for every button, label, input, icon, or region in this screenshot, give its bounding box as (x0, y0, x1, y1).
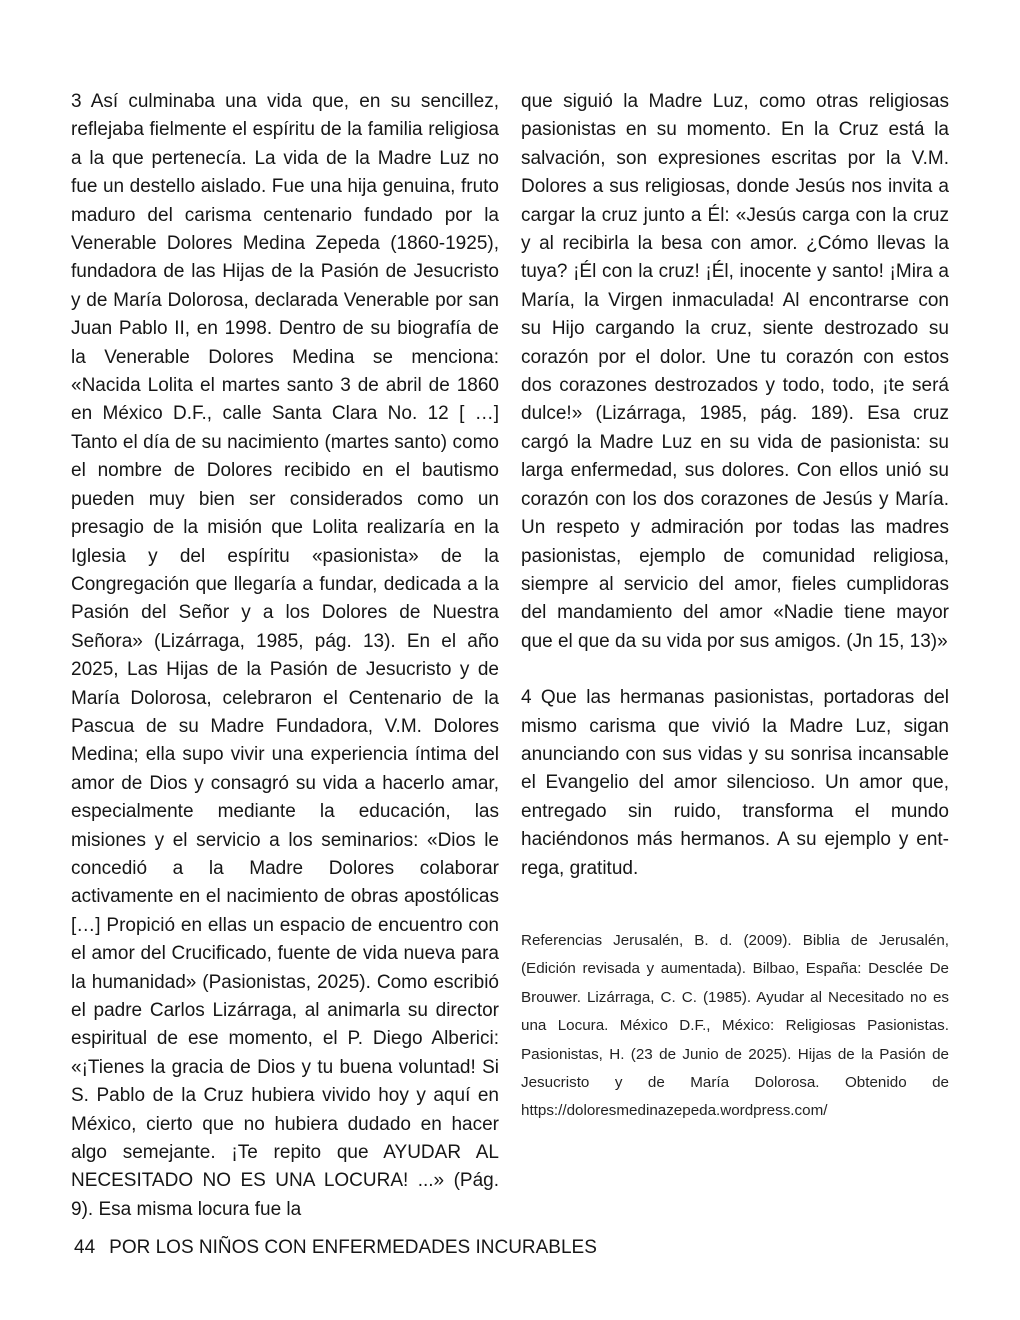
running-title: POR LOS NIÑOS CON ENFERMEDADES INCURABLES (109, 1237, 597, 1258)
references: Referencias Jerusalén, B. d. (2009). Biblia de Jerusalén, (Edición revisada y aumentada). Bilbao, España: Desclée De Brouwer. Lizárraga, C. C. (1985). Ayudar al Necesitado no es una Locura. México D.F., México: Religiosas Pasionistas. Pasionistas, H. (23 de Junio de 2025). Hijas de la Pasión de Jesucristo y de María Dolorosa. Obtenido de https://doloresmedinazepeda.wordpress.com/ (521, 931, 949, 1120)
page-footer (74, 1236, 597, 1260)
page-number: 44 (74, 1237, 96, 1258)
right-column (521, 88, 949, 1126)
paragraph-3-continued: que siguió la Madre Luz, como otras religiosas pasionistas en su momento. En la Cruz está la salvación, son expresiones escritas por la V.M. Dolores a sus religiosas, donde Jesús nos invita a cargar la cruz junto a Él: «Jesús carga con la cruz y al recibirla la besa con amor. ¿Cómo llevas la tuya? ¡Él con la cruz! ¡Él, inocente y santo! ¡Mira a María, la Virgen inmaculada! Al encontrarse con su Hijo cargando la cruz, siente destrozado su corazón por el dolor. Une tu corazón con estos dos corazones destrozados y todo, todo, ¡te será dulce!» (Lizárraga, 1985, pág. 189). Esa cruz cargó la Madre Luz en su vida de pasionista: su larga enfermedad, sus dolores. Con ellos unió su corazón con los dos corazones de Jesús y María. Un respeto y admiración por todas las madres pasionistas, ejemplo de comunidad religiosa, siempre al servicio del amor, fieles cumplidoras del mandamiento del amor «Nadie tiene mayor que el que da su vida por sus amigos. (Jn 15, 13)» (521, 91, 949, 652)
paragraph-4: 4 Que las hermanas pasionistas, portadoras del mismo carisma que vivió la Madre Luz, sigan anunciando con sus vidas y su sonrisa incansable el Evangelio del amor silencioso. Un amor que, entregado sin ruido, transforma el mundo haciéndonos más hermanos. A su ejemplo y entrega, gratitud. (521, 687, 949, 879)
paragraph-3: 3 Así culminaba una vida que, en su sencillez, reflejaba fielmente el espíritu de la familia religiosa a la que pertenecía. La vida de la Madre Luz no fue un destello aislado. Fue una hija genuina, fruto maduro del carisma centenario fundado por la Venerable Dolores Medina Zepeda (1860-1925), fundadora de las Hijas de la Pasión de Jesucristo y de María Dolorosa, declarada Venerable por san Juan Pablo II, en 1998. Dentro de su biografía de la Venerable Dolores Medina se menciona: «Nacida Lolita el martes santo 3 de abril de 1860 en México D.F., calle Santa Clara No. 12 [ …] Tanto el día de su nacimiento (martes santo) como el nombre de Dolores recibido en el bautismo pueden muy bien ser considerados como un presagio de la misión que Lolita realizaría en la Iglesia y del espíritu «pasionista» de la Congregación que llegaría a fundar, dedicada a la Pasión del Señor y a los Dolores de Nuestra Señora» (Lizárraga, 1985, pág. 13). En el año 2025, Las Hijas de la Pasión de Jesucristo y de María Dolorosa, celebraron el Centenario de la Pascua de su Madre Fundadora, V.M. Dolores Medina; ella supo vivir una experiencia íntima del amor de Dios y consagró su vida a hacerlo amar, especialmente mediante la educación, las misiones y el servicio a los seminarios: «Dios le concedió a la Madre Dolores colaborar activamente en el nacimiento de obras apostólicas […] Propició en ellas un espacio de encuentro con el amor del Crucificado, fuente de vida nueva para la humanidad» (Pasionistas, 2025). Como escribió el padre Carlos Lizárraga, al animarla su director espiritual de ese momento, el P. Diego Alberici: «¡Tienes la gracia de Dios y tu buena voluntad! Si S. Pablo de la Cruz hubiera vivido hoy y aquí en México, cierto que no hubiera dudado en hacer algo semejante. ¡Te repito que AYUDAR AL NECESITADO NO ES UNA LOCURA! ...» (Pág. 9). Esa misma locura fue la (71, 91, 499, 1220)
left-column (71, 88, 499, 1224)
